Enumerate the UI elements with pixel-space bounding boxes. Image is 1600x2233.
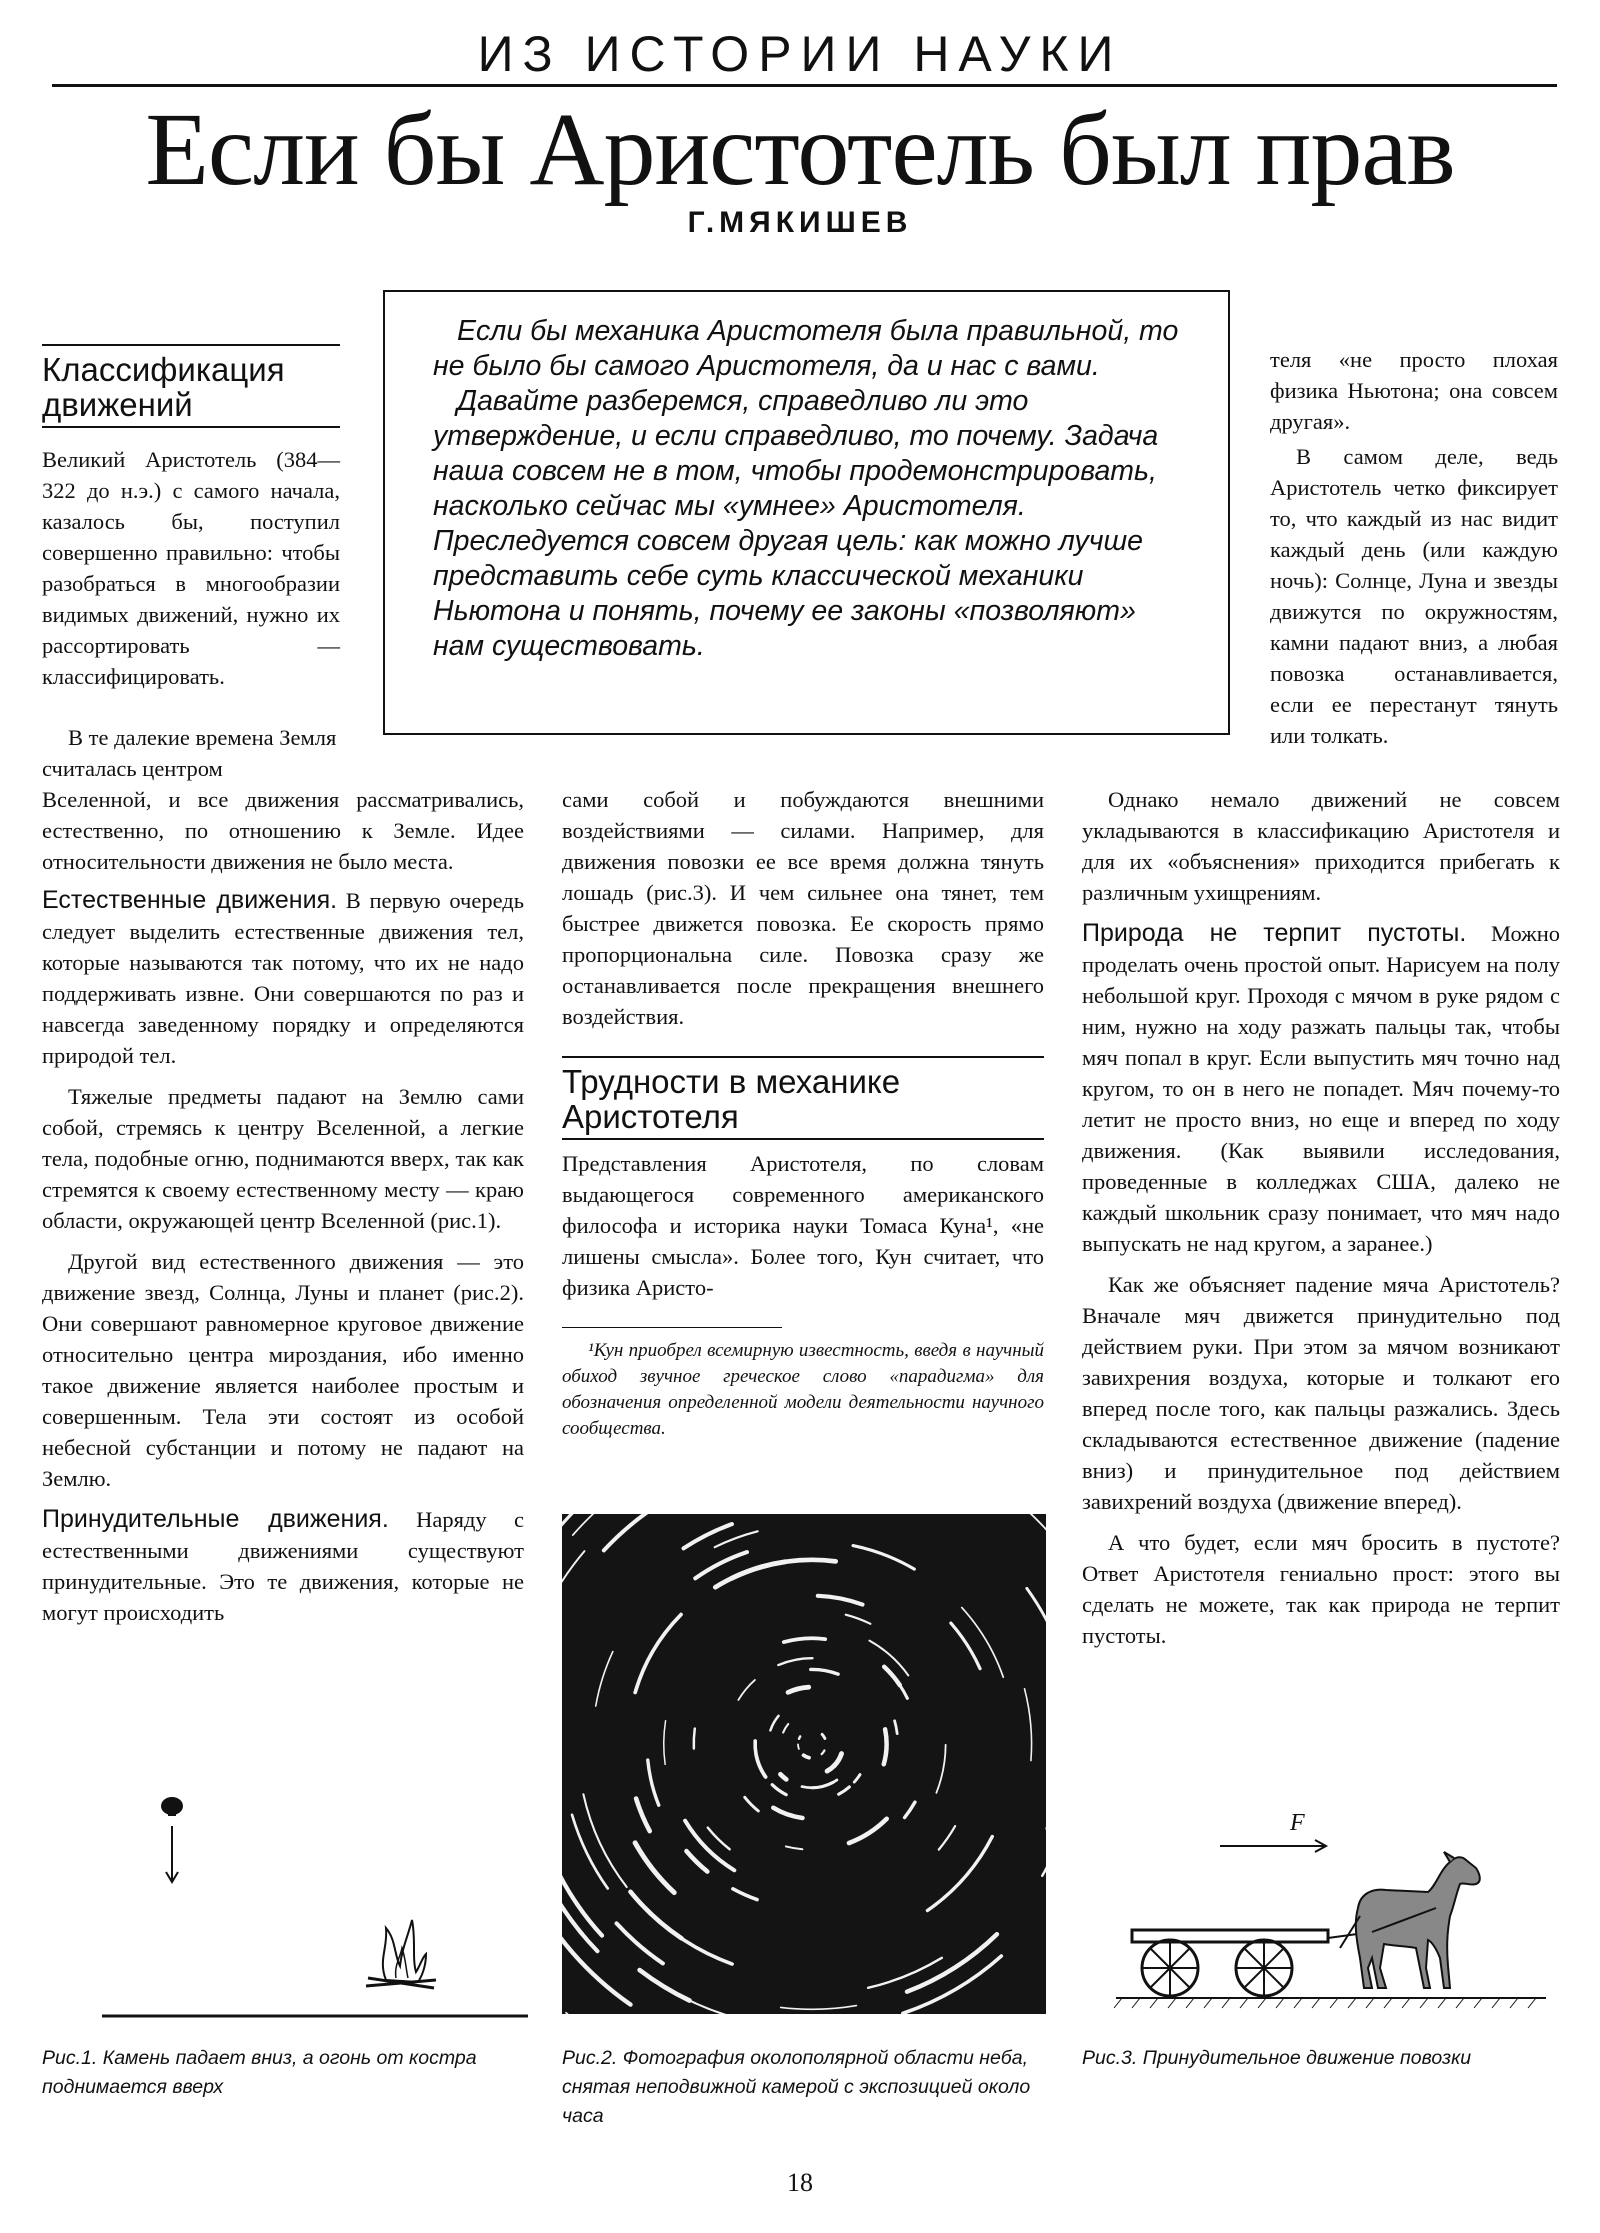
star-trail [786,1846,803,1849]
page-number: 18 [787,2168,813,2197]
star-trail [780,1774,786,1779]
star-trail [642,1904,733,1964]
star-trail [772,1785,786,1795]
column1 [42,784,524,1628]
star-trail [708,1828,730,1850]
column2-paragraph-1: сами собой и побуждаются внешними воздействиями — силами. Например, для движения повозки ее все время должна тянуть лошадь (рис.3). И чем сильнее она тянет, тем быстрее движется повозка. Ее скорость прямо пропорциональна силе. Повозка сразу же останавливается после прекращения внешнего воздействия. [562,787,1044,1029]
star-trail [562,1551,584,1640]
figure-3-drawing [1110,1798,1550,2018]
star-trail [566,2013,678,2014]
star-trail [694,1729,695,1749]
star-trail [802,1787,817,1788]
rubric: ИЗ ИСТОРИИ НАУКИ [477,26,1123,82]
figure-1 [96,1780,536,2040]
star-trail [884,1729,887,1764]
column3-paragraph-2: В самом деле, ведь Аристотель четко фиксирует то, что каждый из нас видит каждый день (или каждую ночь): Солнце, Луна и звезды движутся по окружностям, камни падают вниз, а любая повозка останавливается, если ее перестанут тянуть или толкать. [1270,444,1558,748]
section1-heading: Классификация движений [42,351,285,423]
author: Г.МЯКИШЕВ [687,206,913,239]
star-trail [738,1680,755,1700]
star-trail [636,1799,650,1832]
horse-icon [1340,1852,1480,1988]
star-trail [962,1608,1003,1678]
column3-narrow [1270,344,1558,751]
star-trail [846,1615,871,1624]
star-trail [1020,1514,1046,1578]
column3-paragraph-4: Природа не терпит пустоты. Можно проделать очень простой опыт. Нарисуем на полу небольшой круг. Проходя с мячом в руке рядом с ним, нужно на ходу разжать пальцы так, чтобы мяч попал в круг. Если выпустить мяч точно над кругом, то он в него не попадет. Мяч почему-то летит не просто вниз, но еще и вперед по ходу движения. (Как выявили исследования, проведенные в колледжах США, далеко не каждый школьник сразу понимает, что мяч надо выпускать не над кругом, а заранее.) [1082,919,1560,1256]
star-trail [572,1815,608,1889]
section1-paragraph-2: Вселенной, и все движения рассматривались, естественно, по отношению к Земле. Идее относительности движения не было места. [42,787,524,874]
star-trail [884,1667,900,1686]
section1-paragraph-3: Естественные движения. В первую очередь следует выделить естественные движения тел, которые называются так потому, что их не надо поддерживать извне. Они совершаются по раз и навсегда заведенному порядку и определяются природой тел. [42,886,525,1068]
column3-paragraph-1: теля «не просто плохая физика Ньютона; она совсем другая». [1270,347,1558,434]
star-trail [839,1787,850,1794]
star-trail [783,1724,788,1733]
star-trail [1027,1588,1046,1631]
article-title: Если бы Аристотель был прав [145,92,1455,207]
star-trail [895,1721,898,1734]
star-trail [684,1524,732,1548]
intro-paragraph-1: Если бы механика Аристотеля была правильной, то не было бы самого Аристотеля, да и нас с вами. [433,315,1179,382]
star-trail [936,1745,945,1793]
star-trail [849,1819,887,1843]
star-trail [781,2006,857,2010]
star-trail [854,1775,860,1783]
falling-stone-icon [161,1797,183,1882]
section1-paragraph-6: Принудительные движения. Наряду с естественными движениями существуют принудительные. Это те движения, которые не могут происходить [42,1505,524,1625]
star-trail [1042,1792,1046,1876]
figure-3-caption: Рис.3. Принудительное движение повозки [1082,2047,1472,2069]
figure-2-caption: Рис.2. Фотография околополярной области неба, снятая неподвижной камерой с экспозицией около часа [562,2047,1031,2127]
intro-box [383,290,1230,735]
column2 [562,784,1044,1442]
section1-paragraph-5: Другой вид естественного движения — это движение звезд, Солнца, Луны и планет (рис.2). Они совершают равномерное круговое движение относительно центра мироздания, ибо именно такое движение является наиболее простым и совершенным. Тела эти состоят из особой небесной субстанции и потому не падают на Землю. [42,1249,524,1491]
star-trail [596,1652,613,1706]
star-trail [715,1531,758,1547]
heading-rule-bottom [42,426,340,428]
star-trail [583,1794,626,1887]
star-trail [907,1934,997,1991]
column1-narrow-2 [42,722,340,784]
column3-paragraph-5: Как же объясняет падение мяча Аристотель? Вначале мяч движется принудительно под действием руки. При этом за мячом возникают завихрения воздуха, которые и толкают его вперед после того, как пальцы разжались. Здесь складываются естественное движение (падение вниз) и принудительное под действием завихрений воздуха (движение вперед). [1082,1272,1560,1514]
footnote: ¹Кун приобрел всемирную известность, введя в научный обиход звучное греческое слово «парадигма» для обозначения определенной модели деятельности научного сообщества. [562,1340,1044,1439]
star-trail [820,1780,837,1787]
star-trail [822,1734,825,1738]
figure-2-photo [562,1514,1046,2014]
star-trail [827,1765,834,1771]
star-trail [798,1744,799,1748]
section1-paragraph-1: Великий Аристотель (384—322 до н.э.) с самого начала, казалось бы, поступил совершенно правильно: чтобы разобраться в многообразии видимых движений, нужно их рассортировать — классифицировать. [42,447,340,689]
forced-motion-heading: Принудительные движения. [42,1505,389,1533]
column3-paragraph-6: А что будет, если мяч бросить в пустоте? Ответ Аристотеля гениально прост: этого вы сделать не можете, так как природа не терпит пустоты. [1082,1530,1560,1648]
star-trail [733,1889,757,1900]
column3-paragraph-3: Однако немало движений не совсем укладываются в классификацию Аристотеля и для их «объяснения» приходится прибегать к различным ухищрениям. [1082,787,1560,905]
figure-1-caption: Рис.1. Камень падает вниз, а огонь от костра поднимается вверх [42,2047,477,2098]
star-trail [770,1716,778,1731]
star-trail [784,1638,825,1642]
figure-1-drawing [96,1780,536,2040]
star-trail [648,1760,659,1805]
star-trail [664,1721,666,1765]
section2-heading: Трудности в механике Аристотеля [562,1063,901,1135]
force-label: F [1290,1810,1305,1836]
footnote-rule [562,1327,782,1328]
star-trail [799,1736,800,1738]
nature-vacuum-heading: Природа не терпит пустоты. [1082,919,1467,947]
campfire-icon [366,1920,436,1988]
force-arrow-icon [1220,1840,1326,1852]
star-trail [822,1750,825,1754]
star-trail [635,1615,681,1693]
cart-icon [1132,1930,1372,1996]
star-trail [562,1847,570,1893]
heading-rule-bottom [562,1138,1044,1140]
star-trail [745,1797,759,1811]
intro-paragraph-2: Давайте разберемся, справедливо ли это утверждение, и если справедливо, то почему. Задача наша совсем не в том, чтобы продемонстрировать, насколько сейчас мы «умнее» Аристотеля. Преследуется совсем другая цель: как можно лучше представить себе суть классической механики Ньютона и понять, почему ее законы «позволяют» нам существовать. [433,385,1159,662]
star-trail [562,1514,612,1572]
figure-3 [1110,1798,1550,2018]
star-trail [905,1802,915,1817]
star-trail [811,1669,838,1674]
star-trail [788,1687,809,1692]
road-hatching [1114,1998,1536,2008]
star-trail [778,1658,812,1665]
star-trail [951,1623,980,1669]
star-trail [903,1956,1001,2013]
star-trail [686,1851,707,1871]
star-trail [939,1826,955,1850]
section1-paragraph-4: Тяжелые предметы падают на Землю сами собой, стремясь к центру Вселенной, а легкие тела, подобные огню, поднимаются вверх, так как стремятся к своему естественному месту — краю области, окружающей центр Вселенной (рис.1). [42,1084,524,1233]
star-trail [671,1991,766,2014]
star-trail [773,1808,802,1818]
star-trail [758,1560,836,1568]
star-trail [927,1837,992,1911]
star-trail [635,1843,674,1893]
star-trail [1024,1689,1031,1761]
star-trail [562,1888,630,2005]
natural-motion-heading: Естественные движения. [42,886,338,914]
star-trail [630,1892,681,1939]
column1-narrow [42,444,340,692]
column3 [1082,784,1560,1651]
star-trail [617,1923,663,1963]
section1-heading-block [42,344,340,428]
star-trails-image [562,1514,1046,2014]
section1-paragraph-2a: В те далекие времена Земля считалась центром [42,725,337,781]
star-trail [853,1546,914,1570]
star-trail [818,1596,863,1605]
column2-paragraph-2: Представления Аристотеля, по словам выдающегося современного американского философа и историка науки Томаса Куна¹, «не лишены смысла». Более того, Кун считает, что физика Аристо- [562,1151,1044,1300]
star-trail [804,1755,809,1757]
header-rule [52,84,1557,87]
